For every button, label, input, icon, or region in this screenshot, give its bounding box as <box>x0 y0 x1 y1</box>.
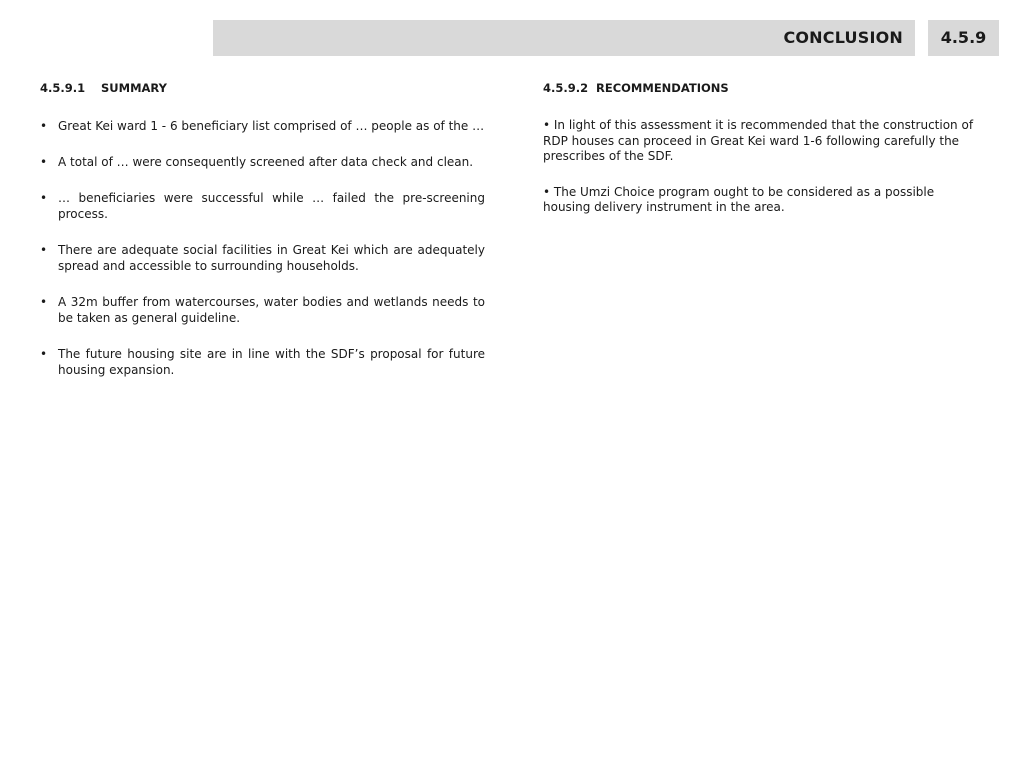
recommendations-heading-title: RECOMMENDATIONS <box>596 81 729 95</box>
summary-item <box>40 118 485 134</box>
section-number-badge: 4.5.9 <box>928 20 999 56</box>
header-bar <box>213 20 915 56</box>
summary-item-text: There are adequate social facilities in Great Kei which are adequately spread and accessible to surrounding households. <box>58 243 485 273</box>
summary-heading <box>40 80 485 96</box>
bullet-icon: • <box>40 155 48 169</box>
summary-item <box>40 294 485 326</box>
bullet-icon: • <box>40 119 48 133</box>
recommendations-heading <box>543 80 978 96</box>
recommendation-item: • In light of this assessment it is recommended that the construction of RDP houses can proceed in Great Kei ward 1-6 following carefully the prescribes of the SDF. <box>543 118 974 163</box>
summary-item <box>40 154 485 170</box>
summary-column <box>40 80 485 398</box>
page-title: CONCLUSION <box>783 28 903 47</box>
recommendation-item: • The Umzi Choice program ought to be considered as a possible housing delivery instrument in the area. <box>543 184 935 214</box>
summary-item <box>40 242 485 274</box>
summary-item-text: A total of … were consequently screened after data check and clean. <box>58 155 474 169</box>
summary-item-text: The future housing site are in line with the SDF’s proposal for future housing expansion. <box>58 347 485 377</box>
bullet-icon: • <box>40 347 48 361</box>
bullet-icon: • <box>40 295 48 309</box>
summary-item-text: A 32m buffer from watercourses, water bodies and wetlands needs to be taken as general guideline. <box>58 295 485 325</box>
recommendations-column <box>543 80 978 236</box>
bullet-icon: • <box>40 243 48 257</box>
summary-heading-number: 4.5.9.1 <box>40 81 86 95</box>
summary-heading-title: SUMMARY <box>101 81 167 95</box>
summary-item-text: Great Kei ward 1 - 6 beneficiary list comprised of … people as of the … <box>58 119 485 133</box>
summary-list <box>40 118 485 378</box>
summary-item <box>40 190 485 222</box>
summary-item-text: … beneficiaries were successful while … failed the pre-screening process. <box>58 191 485 221</box>
recommendations-heading-number: 4.5.9.2 <box>543 81 589 95</box>
bullet-icon: • <box>40 191 48 205</box>
summary-item <box>40 346 485 378</box>
